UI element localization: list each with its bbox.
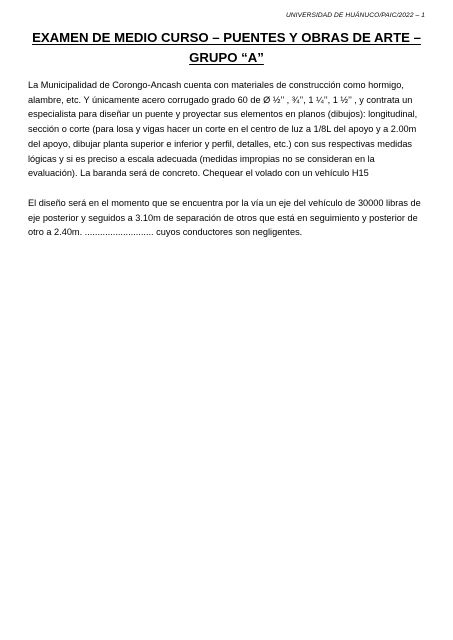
exam-title bbox=[28, 28, 425, 68]
paragraph-design-condition bbox=[28, 196, 426, 240]
exam-title-line-2: GRUPO “A” bbox=[189, 50, 264, 65]
paragraph-problem-statement bbox=[28, 78, 426, 181]
running-header: UNIVERSIDAD DE HUÁNUCO/PAIC/2022 – 1 bbox=[285, 12, 425, 19]
paragraph-text: El diseño será en el momento que se encuentra por la vía un eje del vehículo de 30000 libras de eje posterior y seguidos a 3.10m de separación de otros que está en seguimiento y posterior de otro a 2.40m. ........................... cuyos conductores son negligentes. bbox=[28, 198, 421, 238]
paragraph-text: La Municipalidad de Corongo-Ancash cuenta con materiales de construcción como hormigo, alambre, etc. Y únicamente acero corrugado grado 60 de Ø ½’’ , ¾’’, 1 ¼’’, 1 ½’’ , y contrata un especialista para diseñar un puente y proyectar sus elementos en planos (dibujos): longitudinal, sección o corte (para losa y vigas hacer un corte en el centro de luz a 1/8L del apoyo y a 2.00m del apoyo, dibujar planta superior e inferior y perfil, detalles, etc.) con sus respectivas medidas lógicas y si es preciso a escala adecuada (medidas impropias no se consideran en la evaluación). La baranda será de concreto. Chequear el volado con un vehículo H15 bbox=[28, 80, 418, 179]
exam-title-line-1: EXAMEN DE MEDIO CURSO – PUENTES Y OBRAS DE ARTE – bbox=[32, 30, 421, 45]
